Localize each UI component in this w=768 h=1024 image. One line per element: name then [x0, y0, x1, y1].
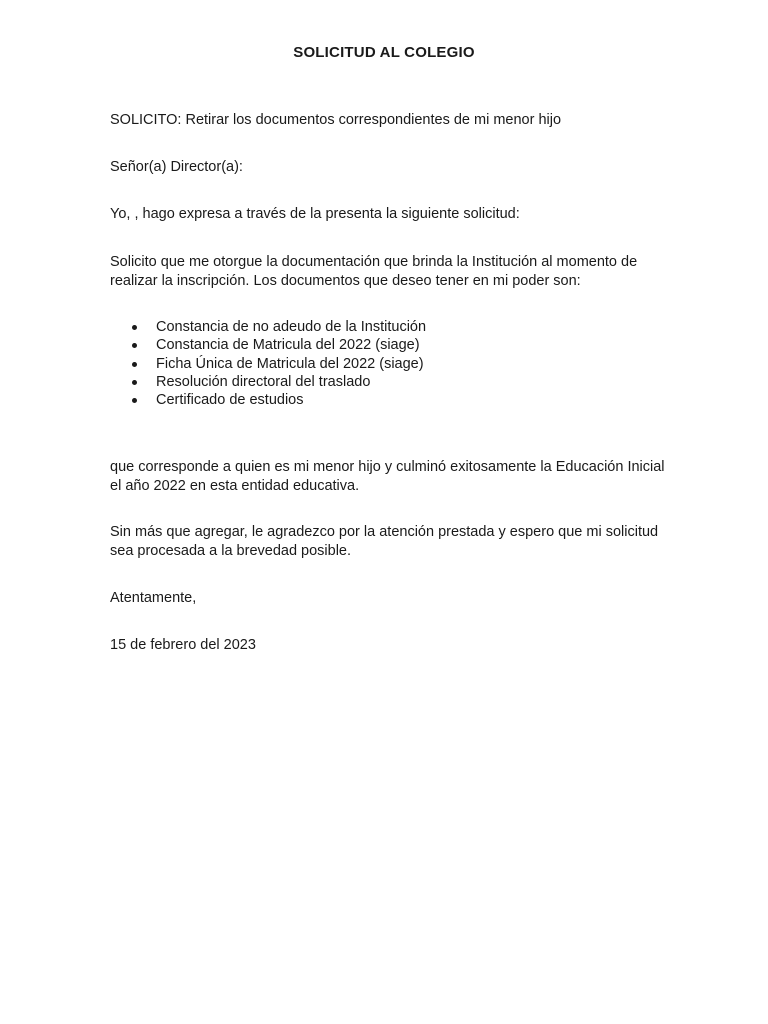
bullet-icon	[132, 380, 137, 385]
request-paragraph: Solicito que me otorgue la documentación que brinda la Institución al momento de realizar la inscripción. Los documentos que deseo tener en mi poder son:	[110, 254, 638, 289]
list-item-text: Constancia de no adeudo de la Institución	[156, 319, 427, 335]
list-item	[110, 355, 650, 373]
salutation: Señor(a) Director(a):	[110, 159, 243, 175]
list-item	[110, 373, 650, 391]
documents-list	[110, 318, 650, 409]
closing-paragraph: Sin más que agregar, le agradezco por la atención prestada y espero que mi solicitud sea procesada a la brevedad posible.	[110, 524, 659, 559]
document-date: 15 de febrero del 2023	[110, 637, 256, 653]
bullet-icon	[132, 362, 137, 367]
bullet-icon	[132, 398, 137, 403]
list-item-text: Certificado de estudios	[156, 392, 304, 409]
list-item	[110, 391, 650, 409]
reason-paragraph: que corresponde a quien es mi menor hijo y culminó exitosamente la Educación Inicial el año 2022 en esta entidad educativa.	[110, 459, 665, 494]
bullet-icon	[132, 343, 137, 348]
intro-paragraph: Yo, , hago expresa a través de la presenta la siguiente solicitud:	[110, 206, 520, 222]
list-item-text: Constancia de Matricula del 2022 (siage)	[156, 337, 420, 354]
subject-line: SOLICITO: Retirar los documentos correspondientes de mi menor hijo	[110, 112, 562, 128]
document-title: SOLICITUD AL COLEGIO	[293, 44, 475, 61]
list-item	[110, 336, 650, 354]
list-item	[110, 318, 650, 336]
list-item-text: Ficha Única de Matricula del 2022 (siage)	[156, 355, 424, 372]
sign-off: Atentamente,	[110, 590, 197, 606]
list-item-text: Resolución directoral del traslado	[156, 373, 371, 390]
bullet-icon	[132, 325, 137, 330]
